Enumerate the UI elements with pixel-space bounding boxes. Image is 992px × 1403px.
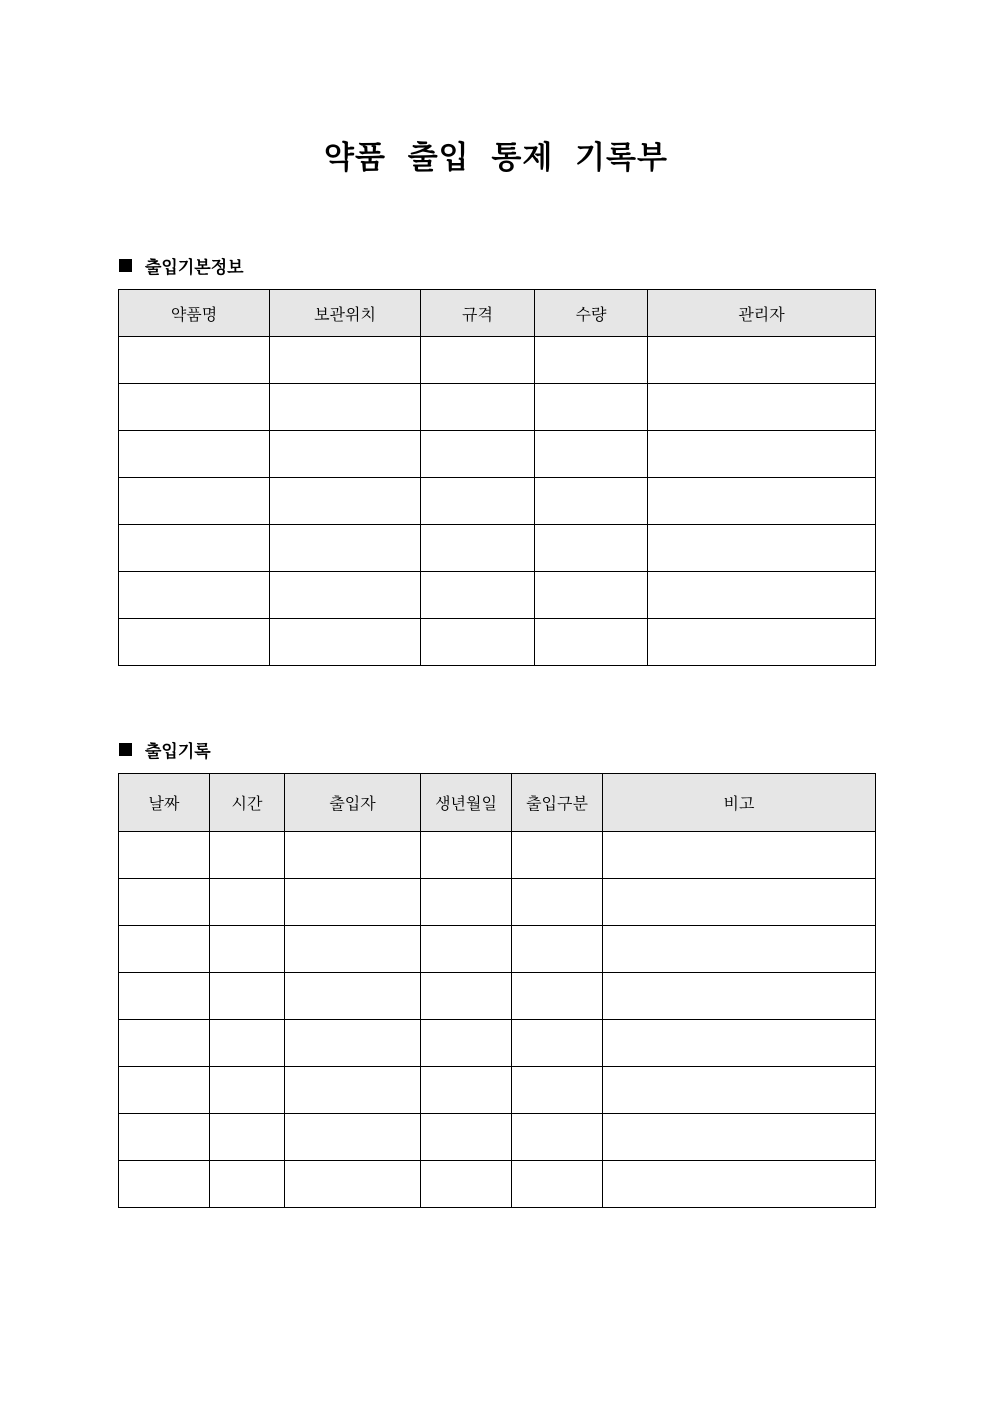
table-cell[interactable] xyxy=(421,525,535,572)
square-bullet-icon xyxy=(119,259,132,272)
table-cell[interactable] xyxy=(421,337,535,384)
table-cell[interactable] xyxy=(285,1161,421,1208)
table-header-row xyxy=(119,774,876,832)
table-cell[interactable] xyxy=(210,832,285,879)
table-cell[interactable] xyxy=(535,384,648,431)
table-cell[interactable] xyxy=(603,1020,876,1067)
table-cell[interactable] xyxy=(421,384,535,431)
table-cell[interactable] xyxy=(285,926,421,973)
table-cell[interactable] xyxy=(512,1161,603,1208)
section-heading-basic-info xyxy=(119,253,244,278)
column-header-storage-location: 보관위치 xyxy=(270,290,421,337)
table-cell[interactable] xyxy=(535,572,648,619)
table-cell[interactable] xyxy=(119,973,210,1020)
table-cell[interactable] xyxy=(421,879,512,926)
table-row xyxy=(119,973,876,1020)
table-cell[interactable] xyxy=(270,337,421,384)
table-cell[interactable] xyxy=(421,1020,512,1067)
table-cell[interactable] xyxy=(119,832,210,879)
table-cell[interactable] xyxy=(210,879,285,926)
table-cell[interactable] xyxy=(603,832,876,879)
basic-info-table xyxy=(118,289,876,666)
column-header-date: 날짜 xyxy=(119,774,210,832)
table-row xyxy=(119,1067,876,1114)
table-cell[interactable] xyxy=(119,1161,210,1208)
column-header-visitor: 출입자 xyxy=(285,774,421,832)
table-cell[interactable] xyxy=(648,337,876,384)
table-cell[interactable] xyxy=(512,832,603,879)
table-cell[interactable] xyxy=(210,1020,285,1067)
table-row xyxy=(119,337,876,384)
table-row xyxy=(119,832,876,879)
table-cell[interactable] xyxy=(119,926,210,973)
column-header-manager: 관리자 xyxy=(648,290,876,337)
table-cell[interactable] xyxy=(270,525,421,572)
column-header-time: 시간 xyxy=(210,774,285,832)
table-cell[interactable] xyxy=(285,1020,421,1067)
table-cell[interactable] xyxy=(119,619,270,666)
table-cell[interactable] xyxy=(421,478,535,525)
table-cell[interactable] xyxy=(210,926,285,973)
table-row xyxy=(119,1114,876,1161)
table-cell[interactable] xyxy=(603,1161,876,1208)
table-cell[interactable] xyxy=(648,431,876,478)
section-heading-label: 출입기록 xyxy=(145,742,211,762)
column-header-spec: 규격 xyxy=(421,290,535,337)
table-row xyxy=(119,525,876,572)
table-cell[interactable] xyxy=(512,926,603,973)
table-cell[interactable] xyxy=(512,973,603,1020)
table-cell[interactable] xyxy=(535,478,648,525)
table-cell[interactable] xyxy=(512,879,603,926)
table-cell[interactable] xyxy=(270,572,421,619)
table-cell[interactable] xyxy=(512,1067,603,1114)
table-cell[interactable] xyxy=(421,926,512,973)
table-row xyxy=(119,384,876,431)
table-cell[interactable] xyxy=(535,619,648,666)
table-cell[interactable] xyxy=(603,973,876,1020)
table-cell[interactable] xyxy=(421,1067,512,1114)
table-cell[interactable] xyxy=(285,879,421,926)
section-heading-access-log xyxy=(119,737,211,762)
table-cell[interactable] xyxy=(421,1114,512,1161)
table-cell[interactable] xyxy=(270,431,421,478)
section-heading-label: 출입기본정보 xyxy=(145,258,244,278)
table-cell[interactable] xyxy=(270,619,421,666)
table-cell[interactable] xyxy=(421,619,535,666)
access-log-table xyxy=(118,773,876,1208)
table-cell[interactable] xyxy=(421,1161,512,1208)
table-cell[interactable] xyxy=(119,478,270,525)
table-cell[interactable] xyxy=(603,1067,876,1114)
table-cell[interactable] xyxy=(648,619,876,666)
table-cell[interactable] xyxy=(119,525,270,572)
table-row xyxy=(119,478,876,525)
table-cell[interactable] xyxy=(270,384,421,431)
table-cell[interactable] xyxy=(648,572,876,619)
table-cell[interactable] xyxy=(119,572,270,619)
table-cell[interactable] xyxy=(535,431,648,478)
table-cell[interactable] xyxy=(119,431,270,478)
table-cell[interactable] xyxy=(119,384,270,431)
table-row xyxy=(119,619,876,666)
table-cell[interactable] xyxy=(210,1114,285,1161)
table-cell[interactable] xyxy=(648,478,876,525)
column-header-remarks: 비고 xyxy=(603,774,876,832)
table-cell[interactable] xyxy=(119,1067,210,1114)
table-row xyxy=(119,572,876,619)
table-cell[interactable] xyxy=(421,973,512,1020)
table-cell[interactable] xyxy=(535,525,648,572)
table-cell[interactable] xyxy=(285,832,421,879)
table-cell[interactable] xyxy=(210,1161,285,1208)
column-header-access-type: 출입구분 xyxy=(512,774,603,832)
table-cell[interactable] xyxy=(285,1067,421,1114)
column-header-birthdate: 생년월일 xyxy=(421,774,512,832)
table-cell[interactable] xyxy=(603,1114,876,1161)
table-row xyxy=(119,879,876,926)
table-cell[interactable] xyxy=(119,879,210,926)
table-cell[interactable] xyxy=(648,525,876,572)
column-header-quantity: 수량 xyxy=(535,290,648,337)
page-title: 약품 출입 통제 기록부 xyxy=(324,140,668,176)
table-cell[interactable] xyxy=(210,973,285,1020)
table-cell[interactable] xyxy=(648,384,876,431)
table-cell[interactable] xyxy=(603,926,876,973)
table-header-row xyxy=(119,290,876,337)
table-cell[interactable] xyxy=(421,832,512,879)
table-cell[interactable] xyxy=(512,1114,603,1161)
table-row xyxy=(119,1161,876,1208)
table-cell[interactable] xyxy=(210,1067,285,1114)
table-cell[interactable] xyxy=(119,1020,210,1067)
table-row xyxy=(119,431,876,478)
table-cell[interactable] xyxy=(119,1114,210,1161)
table-cell[interactable] xyxy=(603,879,876,926)
table-row xyxy=(119,926,876,973)
table-cell[interactable] xyxy=(285,1114,421,1161)
table-cell[interactable] xyxy=(421,431,535,478)
table-cell[interactable] xyxy=(512,1020,603,1067)
table-cell[interactable] xyxy=(119,337,270,384)
column-header-drug-name: 약품명 xyxy=(119,290,270,337)
table-row xyxy=(119,1020,876,1067)
square-bullet-icon xyxy=(119,743,132,756)
table-cell[interactable] xyxy=(535,337,648,384)
table-cell[interactable] xyxy=(270,478,421,525)
table-cell[interactable] xyxy=(421,572,535,619)
table-cell[interactable] xyxy=(285,973,421,1020)
